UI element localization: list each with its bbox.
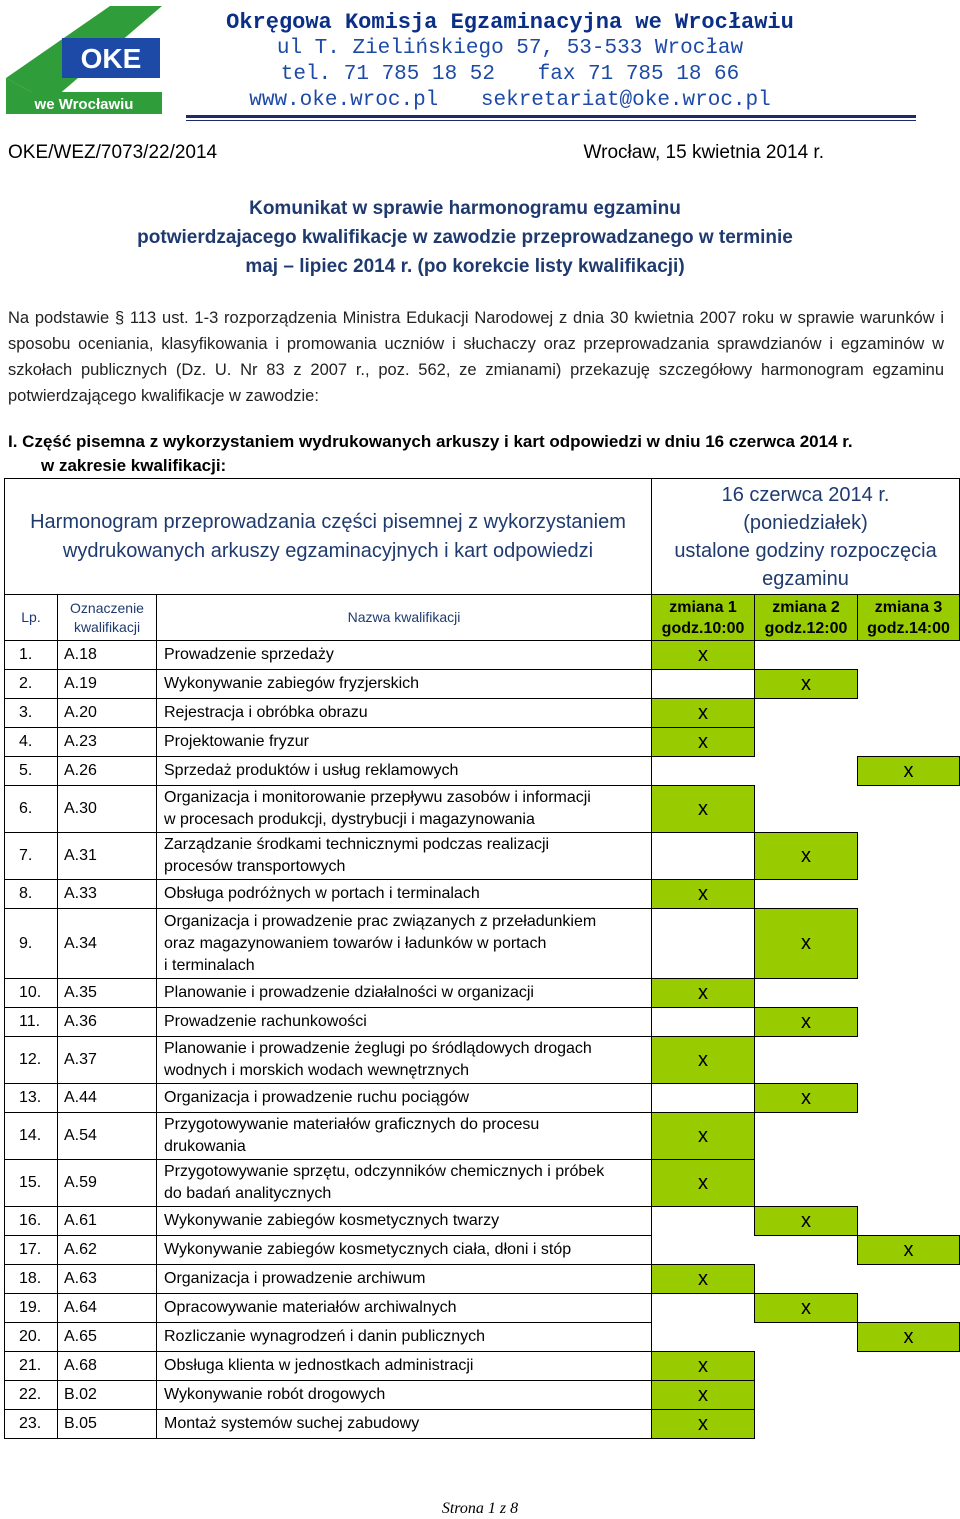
qualification-name — [157, 1160, 652, 1207]
title-line-1: Komunikat w sprawie harmonogramu egzaminu — [249, 198, 681, 219]
qualification-code: A.35 — [58, 979, 157, 1008]
row-number: 18. — [5, 1265, 58, 1294]
qualification-code: A.44 — [58, 1084, 157, 1113]
document-reference: OKE/WEZ/7073/22/2014 — [8, 142, 218, 163]
org-header — [180, 10, 840, 114]
qualification-name — [157, 641, 652, 670]
document-date: Wrocław, 15 kwietnia 2014 r. — [583, 142, 824, 163]
shift-2-empty — [755, 1160, 858, 1207]
qualification-code: A.26 — [58, 757, 157, 786]
title-line-2: potwierdzajacego kwalifikacje w zawodzie przeprowadzanego w terminie — [137, 227, 793, 248]
shift-1-mark: x — [652, 699, 755, 728]
table-row — [5, 786, 960, 833]
qualification-name — [157, 699, 652, 728]
shift-2-empty — [755, 1113, 858, 1160]
shift-2-empty — [755, 1410, 858, 1439]
shift-1-empty — [652, 1207, 755, 1236]
shift-3-empty — [858, 880, 960, 909]
qualification-code: A.23 — [58, 728, 157, 757]
qualification-name-line: Rejestracja i obróbka obrazu — [164, 704, 368, 721]
qualification-name — [157, 1236, 652, 1265]
row-number: 3. — [5, 699, 58, 728]
shift-2-mark: x — [755, 1294, 858, 1323]
qualification-name-line: Zarządzanie środkami technicznymi podczas realizacji — [164, 836, 550, 853]
table-title-line-2: wydrukowanych arkuszy egzaminacyjnych i kart odpowiedzi — [62, 539, 594, 562]
section-heading — [8, 430, 853, 478]
qualification-code: A.34 — [58, 909, 157, 979]
table-row — [5, 1381, 960, 1410]
qualification-name-line: Rozliczanie wynagrodzeń i danin publicznych — [164, 1328, 486, 1345]
table-row — [5, 757, 960, 786]
shift-1-mark: x — [652, 979, 755, 1008]
oke-logo — [2, 2, 166, 116]
qualification-name-line: Wykonywanie zabiegów kosmetycznych ciała, dłoni i stóp — [164, 1241, 572, 1258]
qualification-name-line: Organizacja i monitorowanie przepływu zasobów i informacji — [164, 789, 591, 806]
qualification-name-line: Prowadzenie rachunkowości — [164, 1013, 367, 1030]
qualification-name-line: i terminalach — [164, 956, 255, 974]
table-row — [5, 909, 960, 979]
shift-3-mark: x — [858, 1236, 960, 1265]
shift-3-empty — [858, 1381, 960, 1410]
qualification-name-line: Organizacja i prowadzenie prac związanych z przeładunkiem — [164, 912, 597, 930]
row-number: 17. — [5, 1236, 58, 1265]
shift-3-empty — [858, 1294, 960, 1323]
org-phone-fax — [180, 62, 840, 88]
col-header-code-line-1: Oznaczenie — [70, 599, 144, 616]
shift-3-empty — [858, 641, 960, 670]
shift-2-empty — [755, 699, 858, 728]
row-number: 5. — [5, 757, 58, 786]
qualification-code: A.59 — [58, 1160, 157, 1207]
shift-2-label: zmiana 2 — [772, 598, 840, 616]
exam-start-label: ustalone godziny rozpoczęcia — [674, 539, 937, 562]
qualification-name-line: Obsługa klienta w jednostkach administracji — [164, 1357, 474, 1374]
shift-2-mark: x — [755, 909, 858, 979]
qualification-name — [157, 1037, 652, 1084]
qualification-code: A.54 — [58, 1113, 157, 1160]
table-row — [5, 1236, 960, 1265]
table-row — [5, 880, 960, 909]
shift-2-empty — [755, 728, 858, 757]
shift-2-empty — [755, 1236, 858, 1265]
qualification-code: A.30 — [58, 786, 157, 833]
table-row — [5, 728, 960, 757]
shift-2-empty — [755, 641, 858, 670]
row-number: 12. — [5, 1037, 58, 1084]
qualification-code: A.68 — [58, 1352, 157, 1381]
qualification-name — [157, 979, 652, 1008]
shift-3-label: zmiana 3 — [874, 598, 943, 616]
qualification-name-line: Wykonywanie zabiegów kosmetycznych twarzy — [164, 1212, 500, 1229]
shift-1-mark: x — [652, 1037, 755, 1084]
qualification-code: A.31 — [58, 833, 157, 880]
qualification-name-line: Planowanie i prowadzenie działalności w organizacji — [164, 984, 534, 1001]
shift-1-empty — [652, 1294, 755, 1323]
shift-3-empty — [858, 1410, 960, 1439]
qualification-name — [157, 1410, 652, 1439]
shift-3-empty — [858, 1265, 960, 1294]
section-heading-line-2: w zakresie kwalifikacji: — [41, 456, 227, 475]
qualification-name-line: Przygotowywanie materiałów graficznych do procesu — [164, 1116, 540, 1133]
org-phone: tel. 71 785 18 52 — [280, 63, 495, 86]
row-number: 19. — [5, 1294, 58, 1323]
qualification-name — [157, 1008, 652, 1037]
schedule-rows — [5, 641, 960, 1439]
table-row — [5, 1113, 960, 1160]
shift-1-mark: x — [652, 880, 755, 909]
qualification-name-line: Prowadzenie sprzedaży — [164, 646, 334, 663]
table-row — [5, 1084, 960, 1113]
schedule-table — [4, 478, 960, 1439]
shift-1-mark: x — [652, 1410, 755, 1439]
shift-2-empty — [755, 1323, 858, 1352]
shift-1-empty — [652, 757, 755, 786]
qualification-code: A.64 — [58, 1294, 157, 1323]
qualification-code: A.62 — [58, 1236, 157, 1265]
shift-3-empty — [858, 1113, 960, 1160]
qualification-code: A.63 — [58, 1265, 157, 1294]
shift-3-time: godz.14:00 — [867, 619, 950, 637]
qualification-name-line: Wykonywanie robót drogowych — [164, 1386, 386, 1403]
shift-3-empty — [858, 1160, 960, 1207]
table-row — [5, 1008, 960, 1037]
col-header-name: Nazwa kwalifikacji — [157, 595, 652, 641]
row-number: 20. — [5, 1323, 58, 1352]
row-number: 13. — [5, 1084, 58, 1113]
exam-date: 16 czerwca 2014 r. — [721, 483, 890, 506]
table-row — [5, 641, 960, 670]
shift-2-empty — [755, 1265, 858, 1294]
qualification-name — [157, 786, 652, 833]
qualification-code: B.02 — [58, 1381, 157, 1410]
qualification-name-line: Przygotowywanie sprzętu, odczynników chemicznych i próbek — [164, 1163, 605, 1180]
row-number: 10. — [5, 979, 58, 1008]
shift-1-empty — [652, 909, 755, 979]
shift-3-mark: x — [858, 1323, 960, 1352]
row-number: 16. — [5, 1207, 58, 1236]
shift-2-mark: x — [755, 833, 858, 880]
qualification-name — [157, 757, 652, 786]
col-header-code — [58, 595, 157, 641]
shift-2-mark: x — [755, 1084, 858, 1113]
org-address: ul T. Zielińskiego 57, 53-533 Wrocław — [276, 37, 744, 60]
table-row — [5, 1265, 960, 1294]
shift-1-empty — [652, 833, 755, 880]
shift-2-empty — [755, 786, 858, 833]
table-row — [5, 833, 960, 880]
exam-start-label-2: egzaminu — [762, 567, 849, 590]
title-line-3: maj – lipiec 2014 r. (po korekcie listy kwalifikacji) — [245, 256, 685, 277]
org-www: www.oke.wroc.pl — [249, 89, 439, 112]
qualification-name-line: Organizacja i prowadzenie archiwum — [164, 1270, 426, 1287]
shift-1-empty — [652, 670, 755, 699]
shift-1-mark: x — [652, 1381, 755, 1410]
shift-3-empty — [858, 1084, 960, 1113]
shift-1-empty — [652, 1236, 755, 1265]
page-number: Strona 1 z 8 — [441, 1500, 519, 1517]
org-email: sekretariat@oke.wroc.pl — [480, 89, 771, 112]
qualification-code: A.61 — [58, 1207, 157, 1236]
header-rule-thin — [186, 120, 916, 121]
shift-3-empty — [858, 699, 960, 728]
shift-2-empty — [755, 979, 858, 1008]
qualification-name-line: Opracowywanie materiałów archiwalnych — [164, 1299, 457, 1316]
shift-3-empty — [858, 1008, 960, 1037]
shift-3-empty — [858, 670, 960, 699]
shift-3-empty — [858, 909, 960, 979]
shift-3-empty — [858, 1352, 960, 1381]
shift-3-empty — [858, 786, 960, 833]
col-header-lp: Lp. — [5, 595, 58, 641]
shift-3-empty — [858, 1207, 960, 1236]
shift-1-mark: x — [652, 641, 755, 670]
table-row — [5, 1352, 960, 1381]
qualification-name-line: Organizacja i prowadzenie ruchu pociągów — [164, 1089, 470, 1106]
row-number: 9. — [5, 909, 58, 979]
intro-paragraph: Na podstawie § 113 ust. 1-3 rozporządzenia Ministra Edukacji Narodowej z dnia 30 kwietnia 2007 roku w sprawie warunków i sposobu oceniania, klasyfikowania i promowania uczniów i słuchaczy oraz przeprowadzania sprawdzianów i egzaminów w szkołach publicznych (Dz. U. Nr 83 z 2007 r., poz. 562, ze zmianami) przekazuję szczegółowy harmonogram egzaminu potwierdzającego kwalifikacje w zawodzie: — [8, 309, 944, 405]
qualification-name-line: drukowania — [164, 1138, 246, 1155]
table-title — [5, 479, 652, 595]
table-row — [5, 1207, 960, 1236]
row-number: 8. — [5, 880, 58, 909]
shift-2-mark: x — [755, 670, 858, 699]
row-number: 4. — [5, 728, 58, 757]
row-number: 22. — [5, 1381, 58, 1410]
shift-2-empty — [755, 1037, 858, 1084]
header-rule — [186, 115, 916, 118]
qualification-name — [157, 880, 652, 909]
section-heading-line-1: I. Część pisemna z wykorzystaniem wydrukowanych arkuszy i kart odpowiedzi w dniu 16 czerwca 2014 r. — [8, 432, 853, 451]
col-header-shift-3 — [858, 595, 960, 641]
qualification-name — [157, 833, 652, 880]
org-web-email — [180, 88, 840, 114]
row-number: 1. — [5, 641, 58, 670]
qualification-code: A.65 — [58, 1323, 157, 1352]
shift-2-mark: x — [755, 1008, 858, 1037]
table-row — [5, 1410, 960, 1439]
qualification-name — [157, 1265, 652, 1294]
table-row — [5, 1323, 960, 1352]
qualification-name-line: Sprzedaż produktów i usług reklamowych — [164, 762, 459, 779]
shift-3-empty — [858, 979, 960, 1008]
shift-3-empty — [858, 833, 960, 880]
qualification-name-line: procesów transportowych — [164, 858, 346, 875]
document-title — [0, 194, 930, 281]
qualification-code: A.33 — [58, 880, 157, 909]
qualification-code: A.19 — [58, 670, 157, 699]
row-number: 11. — [5, 1008, 58, 1037]
shift-1-mark: x — [652, 1352, 755, 1381]
qualification-name-line: oraz magazynowaniem towarów i ładunków w portach — [164, 934, 547, 952]
logo-city-text: we Wrocławiu — [34, 96, 134, 113]
shift-3-empty — [858, 1037, 960, 1084]
shift-2-mark: x — [755, 1207, 858, 1236]
table-row — [5, 1037, 960, 1084]
shift-2-empty — [755, 1352, 858, 1381]
shift-1-label: zmiana 1 — [669, 598, 737, 616]
org-name: Okręgowa Komisja Egzaminacyjna we Wrocławiu — [226, 10, 794, 35]
shift-1-mark: x — [652, 1265, 755, 1294]
shift-3-mark: x — [858, 757, 960, 786]
qualification-name — [157, 1113, 652, 1160]
org-fax: fax 71 785 18 66 — [537, 63, 740, 86]
row-number: 2. — [5, 670, 58, 699]
qualification-name-line: Obsługa podróżnych w portach i terminalach — [164, 885, 480, 902]
qualification-name — [157, 728, 652, 757]
row-number: 15. — [5, 1160, 58, 1207]
qualification-name-line: Wykonywanie zabiegów fryzjerskich — [164, 675, 420, 692]
logo-brand-text: OKE — [80, 43, 142, 74]
exam-weekday: (poniedziałek) — [743, 511, 868, 534]
row-number: 23. — [5, 1410, 58, 1439]
table-row — [5, 670, 960, 699]
qualification-name — [157, 1294, 652, 1323]
table-title-line-1: Harmonogram przeprowadzania części pisemnej z wykorzystaniem — [30, 510, 626, 533]
shift-1-mark: x — [652, 1113, 755, 1160]
col-header-shift-2 — [755, 595, 858, 641]
qualification-name — [157, 1352, 652, 1381]
shift-2-empty — [755, 1381, 858, 1410]
shift-2-empty — [755, 757, 858, 786]
row-number: 7. — [5, 833, 58, 880]
qualification-code: B.05 — [58, 1410, 157, 1439]
table-row — [5, 1160, 960, 1207]
shift-1-empty — [652, 1323, 755, 1352]
row-number: 14. — [5, 1113, 58, 1160]
shift-1-mark: x — [652, 728, 755, 757]
col-header-shift-1 — [652, 595, 755, 641]
shift-1-empty — [652, 1008, 755, 1037]
qualification-code: A.37 — [58, 1037, 157, 1084]
table-row — [5, 979, 960, 1008]
qualification-name — [157, 1323, 652, 1352]
shift-1-empty — [652, 1084, 755, 1113]
qualification-name-line: do badań analitycznych — [164, 1185, 332, 1202]
qualification-name-line: Montaż systemów suchej zabudowy — [164, 1415, 420, 1432]
exam-date-header — [652, 479, 960, 595]
qualification-name-line: w procesach produkcji, dystrybucji i magazynowania — [164, 811, 535, 828]
shift-2-empty — [755, 880, 858, 909]
qualification-name — [157, 1381, 652, 1410]
qualification-name — [157, 670, 652, 699]
shift-2-time: godz.12:00 — [764, 619, 848, 637]
shift-1-time: godz.10:00 — [661, 619, 745, 637]
qualification-name — [157, 909, 652, 979]
qualification-name — [157, 1084, 652, 1113]
col-header-code-line-2: kwalifikacji — [73, 618, 141, 635]
qualification-code: A.36 — [58, 1008, 157, 1037]
qualification-code: A.20 — [58, 699, 157, 728]
row-number: 6. — [5, 786, 58, 833]
row-number: 21. — [5, 1352, 58, 1381]
qualification-code: A.18 — [58, 641, 157, 670]
table-row — [5, 699, 960, 728]
shift-3-empty — [858, 728, 960, 757]
shift-1-mark: x — [652, 786, 755, 833]
qualification-name-line: Projektowanie fryzur — [164, 733, 309, 750]
shift-1-mark: x — [652, 1160, 755, 1207]
qualification-name-line: Planowanie i prowadzenie żeglugi po śródlądowych drogach — [164, 1040, 592, 1057]
qualification-name — [157, 1207, 652, 1236]
table-row — [5, 1294, 960, 1323]
qualification-name-line: wodnych i morskich wodach wewnętrznych — [164, 1062, 470, 1079]
